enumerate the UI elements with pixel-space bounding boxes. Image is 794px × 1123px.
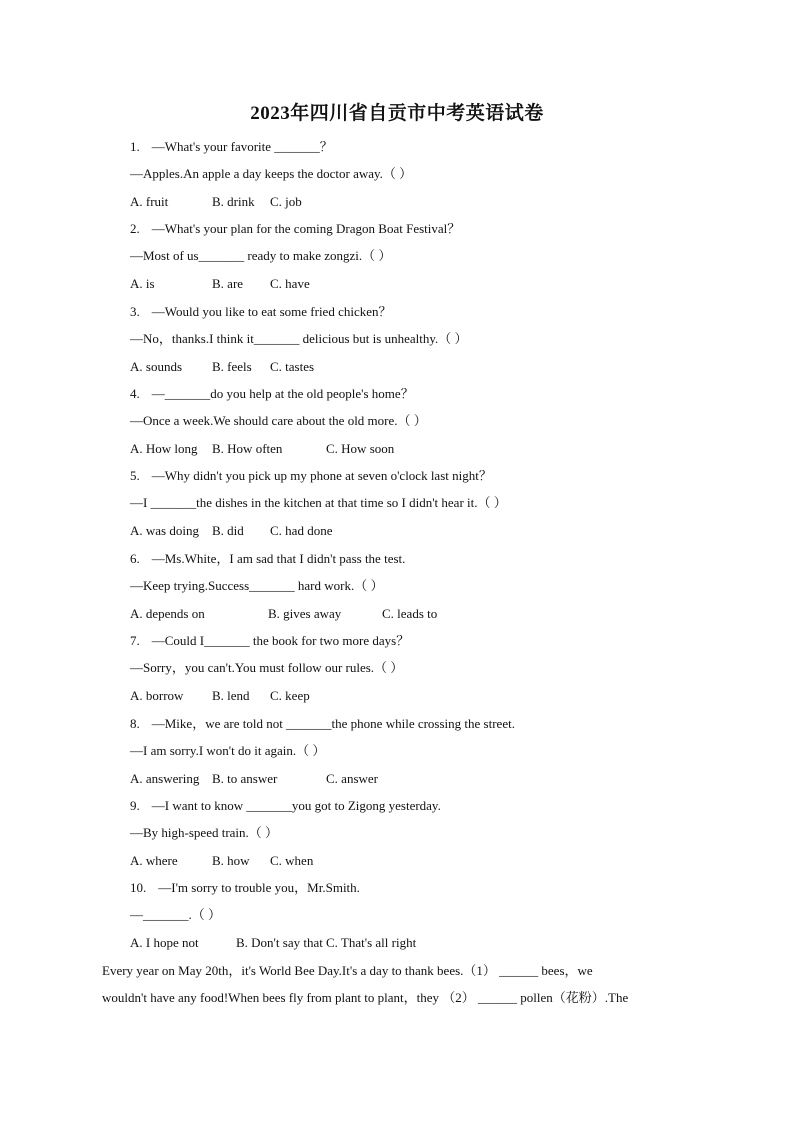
answer-line: —Apples.An apple a day keeps the doctor away.（ ） (130, 166, 413, 182)
question-text: —What's your plan for the coming Dragon Boat Festival？ (151, 221, 461, 236)
option-b[interactable]: B. How often (212, 440, 283, 456)
question-text: —_______do you help at the old people's home？ (151, 386, 414, 401)
question-text: —I want to know _______you got to Zigong yesterday. (151, 798, 441, 813)
question-stem (130, 303, 392, 321)
passage-line-1: Every year on May 20th，it's World Bee Day.It's a day to thank bees.（1） ______ bees，we (102, 963, 593, 978)
question-stem (130, 797, 441, 815)
question-number: 5. (130, 468, 140, 483)
question-text: —What's your favorite _______？ (151, 139, 333, 154)
answer-line: —_______.（ ） (130, 907, 222, 923)
question-number: 8. (130, 716, 140, 731)
option-c[interactable]: C. tastes (270, 358, 315, 374)
question-number: 6. (130, 551, 140, 566)
option-c[interactable]: C. when (270, 852, 314, 868)
option-c[interactable]: C. have (270, 275, 310, 291)
option-b[interactable]: B. gives away (268, 605, 342, 621)
question-text: —I'm sorry to trouble you，Mr.Smith. (158, 880, 360, 895)
question-number: 10. (130, 880, 147, 895)
option-a[interactable]: A. depends on (130, 605, 205, 621)
option-c[interactable]: C. keep (270, 687, 310, 703)
option-b[interactable]: B. did (212, 522, 244, 538)
answer-line: —No，thanks.I think it_______ delicious but is unhealthy.（ ） (130, 331, 468, 347)
option-c[interactable]: C. had done (270, 522, 333, 538)
question-text: —Ms.White，I am sad that I didn't pass the test. (151, 551, 406, 566)
question-stem (130, 467, 492, 485)
option-b[interactable]: B. to answer (212, 770, 278, 786)
option-a[interactable]: A. borrow (130, 687, 184, 703)
answer-line: —I am sorry.I won't do it again.（ ） (130, 743, 326, 759)
answer-line: —Keep trying.Success_______ hard work.（ ） (130, 578, 384, 594)
question-stem (130, 715, 515, 733)
question-stem (130, 879, 360, 897)
option-a[interactable]: A. answering (130, 770, 200, 786)
question-number: 1. (130, 139, 140, 154)
option-c[interactable]: C. That's all right (326, 934, 417, 950)
option-a[interactable]: A. I hope not (130, 934, 199, 950)
option-c[interactable]: C. How soon (326, 440, 395, 456)
passage-line-2: wouldn't have any food!When bees fly from plant to plant，they （2） ______ pollen（花粉）.The (102, 990, 629, 1005)
question-number: 9. (130, 798, 140, 813)
question-text: —Why didn't you pick up my phone at seven o'clock last night？ (151, 468, 492, 483)
answer-line: —Once a week.We should care about the old more.（ ） (130, 413, 427, 429)
question-number: 7. (130, 633, 140, 648)
option-a[interactable]: A. is (130, 275, 155, 291)
question-text: —Would you like to eat some fried chicken？ (151, 304, 392, 319)
option-c[interactable]: C. job (270, 193, 302, 209)
option-b[interactable]: B. drink (212, 193, 255, 209)
option-b[interactable]: B. Don't say that (236, 934, 323, 950)
question-text: —Mike，we are told not _______the phone while crossing the street. (151, 716, 515, 731)
question-stem (130, 550, 405, 568)
answer-line: —Sorry，you can't.You must follow our rules.（ ） (130, 660, 404, 676)
question-number: 4. (130, 386, 140, 401)
question-stem (130, 385, 414, 403)
page-title: 2023年四川省自贡市中考英语试卷 (250, 103, 544, 124)
question-number: 3. (130, 304, 140, 319)
question-number: 2. (130, 221, 140, 236)
answer-line: —I _______the dishes in the kitchen at that time so I didn't hear it.（ ） (130, 495, 507, 511)
question-stem (130, 138, 333, 156)
option-a[interactable]: A. sounds (130, 358, 183, 374)
question-stem (130, 632, 409, 650)
option-a[interactable]: A. was doing (130, 522, 199, 538)
answer-line: —By high-speed train.（ ） (130, 825, 279, 841)
option-a[interactable]: A. fruit (130, 193, 169, 209)
option-c[interactable]: C. answer (326, 770, 378, 786)
option-b[interactable]: B. feels (212, 358, 252, 374)
answer-line: —Most of us_______ ready to make zongzi.（ ） (130, 248, 392, 264)
option-c[interactable]: C. leads to (382, 605, 438, 621)
option-a[interactable]: A. where (130, 852, 178, 868)
option-b[interactable]: B. lend (212, 687, 250, 703)
question-stem (130, 220, 460, 238)
option-a[interactable]: A. How long (130, 440, 198, 456)
option-b[interactable]: B. are (212, 275, 244, 291)
question-text: —Could I_______ the book for two more days？ (151, 633, 410, 648)
option-b[interactable]: B. how (212, 852, 250, 868)
